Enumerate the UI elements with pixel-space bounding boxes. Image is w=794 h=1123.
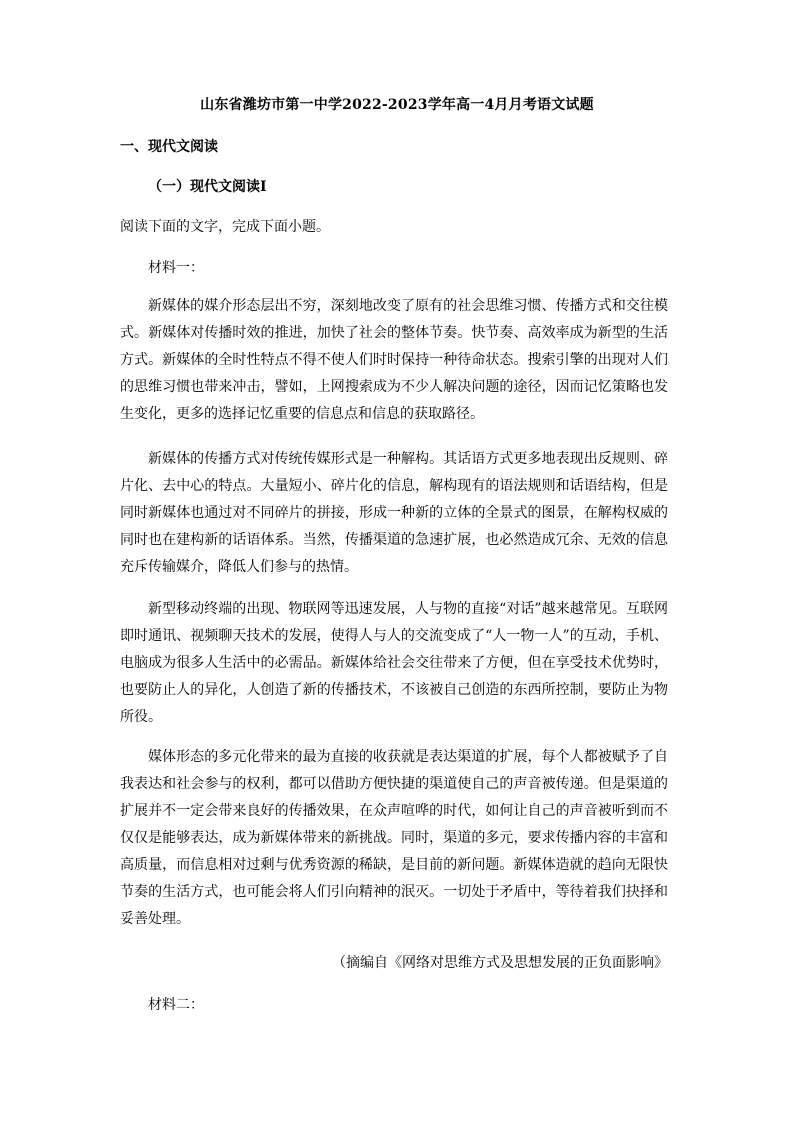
paragraph-3: 新型移动终端的出现、物联网等迅速发展，人与物的直接“对话”越来越常见。互联网即时通讯、视频聊天技术的发展，使得人与人的交流变成了“人一物一人”的互动，手机、电脑成为很多人生活中的必需品。新媒体给社会交往带来了方便，但在享受技术优势时，也要防止人的异化，人创造了新的传播技术，不该被自己创造的东西所控制，要防止为物所役。 [120,601,668,725]
material-one-label: 材料一： [148,260,204,276]
material-two-label: 材料二： [148,997,204,1013]
paragraph-2: 新媒体的传播方式对传统传媒形式是一种解构。其话语方式更多地表现出反规则、碎片化、去中心的特点。大量短小、碎片化的信息，解构现有的语法规则和话语结构，但是同时新媒体也通过对不同碎片的拼接，形成一种新的立体的全景式的图景，在解构权威的同时也在建构新的话语体系。当然，传播渠道的急速扩展，也必然造成冗余、无效的信息充斥传输媒介，降低人们参与的热情。 [120,451,668,575]
paragraph-1: 新媒体的媒介形态层出不穷，深刻地改变了原有的社会思维习惯、传播方式和交往模式。新媒体对传播时效的推进，加快了社会的整体节奏。快节奏、高效率成为新型的生活方式。新媒体的全时性特点不得不使人们时时保持一种待命状态。搜索引擎的出现对人们的思维习惯也带来冲击，譬如，上网搜索成为不少人解决问题的途径，因而记忆策略也发生变化，更多的选择记忆重要的信息点和信息的获取路径。 [120,298,668,422]
document-title: 山东省潍坊市第一中学2022-2023学年高一4月月考语文试题 [200,97,594,113]
source-note: （摘编自《网络对思维方式及思想发展的正负面影响》 [332,955,668,971]
instruction-text: 阅读下面的文字，完成下面小题。 [120,219,330,235]
paragraph-4: 媒体形态的多元化带来的最为直接的收获就是表达渠道的扩展，每个人都被赋予了自我表达和社会参与的权利，都可以借助方便快捷的渠道使自己的声音被传递。但是渠道的扩展并不一定会带来良好的传播效果，在众声喧哗的时代，如何让自己的声音被听到而不仅仅是能够表达，成为新媒体带来的新挑战。同时，渠道的多元，要求传播内容的丰富和高质量，而信息相对过剩与优秀资源的稀缺，是目前的新问题。新媒体造就的趋向无限快节奏的生活方式，也可能会将人们引向精神的泯灭。一切处于矛盾中，等待着我们抉择和妥善处理。 [120,749,668,927]
section-heading: 一、现代文阅读 [120,139,218,155]
sub-heading: （一）现代文阅读Ⅰ [148,179,267,195]
